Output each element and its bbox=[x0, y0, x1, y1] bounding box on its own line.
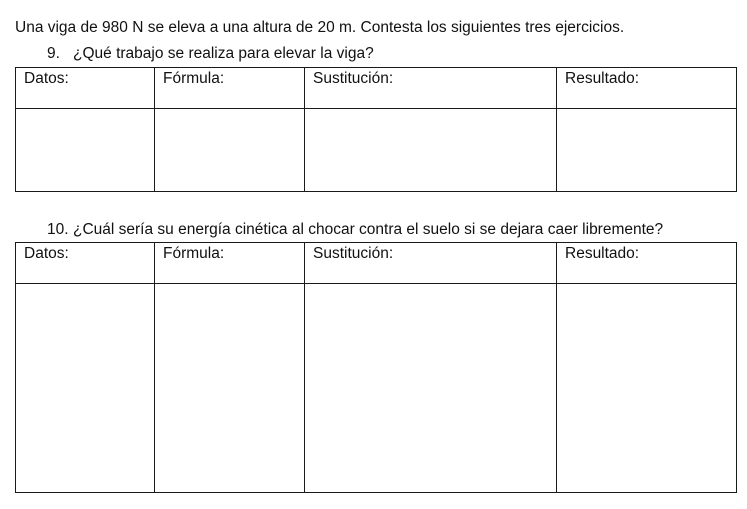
answer-cell-formula[interactable] bbox=[155, 109, 305, 192]
answer-cell-resultado[interactable] bbox=[557, 284, 737, 493]
problem-statement: Una viga de 980 N se eleva a una altura de 20 m. Contesta los siguientes tres ejercicios. bbox=[15, 19, 625, 36]
answer-row bbox=[16, 109, 737, 192]
header-sustitucion: Sustitución: bbox=[305, 68, 557, 109]
question-9 bbox=[47, 45, 374, 63]
header-resultado: Resultado: bbox=[557, 243, 737, 284]
header-formula: Fórmula: bbox=[155, 243, 305, 284]
answer-table-10 bbox=[15, 242, 737, 493]
question-number: 10. bbox=[47, 221, 69, 238]
question-text: ¿Cuál sería su energía cinética al chocar contra el suelo si se dejara caer libremente? bbox=[73, 221, 664, 238]
answer-cell-formula[interactable] bbox=[155, 284, 305, 493]
table-header-row bbox=[16, 68, 737, 109]
header-datos: Datos: bbox=[16, 68, 155, 109]
header-datos: Datos: bbox=[16, 243, 155, 284]
table-header-row bbox=[16, 243, 737, 284]
question-text: ¿Qué trabajo se realiza para elevar la viga? bbox=[73, 45, 374, 62]
header-sustitucion: Sustitución: bbox=[305, 243, 557, 284]
header-resultado: Resultado: bbox=[557, 68, 737, 109]
answer-row bbox=[16, 284, 737, 493]
question-10 bbox=[47, 221, 663, 239]
answer-table-9 bbox=[15, 67, 737, 192]
answer-cell-sustitucion[interactable] bbox=[305, 109, 557, 192]
answer-cell-datos[interactable] bbox=[16, 284, 155, 493]
answer-cell-resultado[interactable] bbox=[557, 109, 737, 192]
answer-cell-sustitucion[interactable] bbox=[305, 284, 557, 493]
header-formula: Fórmula: bbox=[155, 68, 305, 109]
answer-cell-datos[interactable] bbox=[16, 109, 155, 192]
question-number: 9. bbox=[47, 45, 60, 62]
